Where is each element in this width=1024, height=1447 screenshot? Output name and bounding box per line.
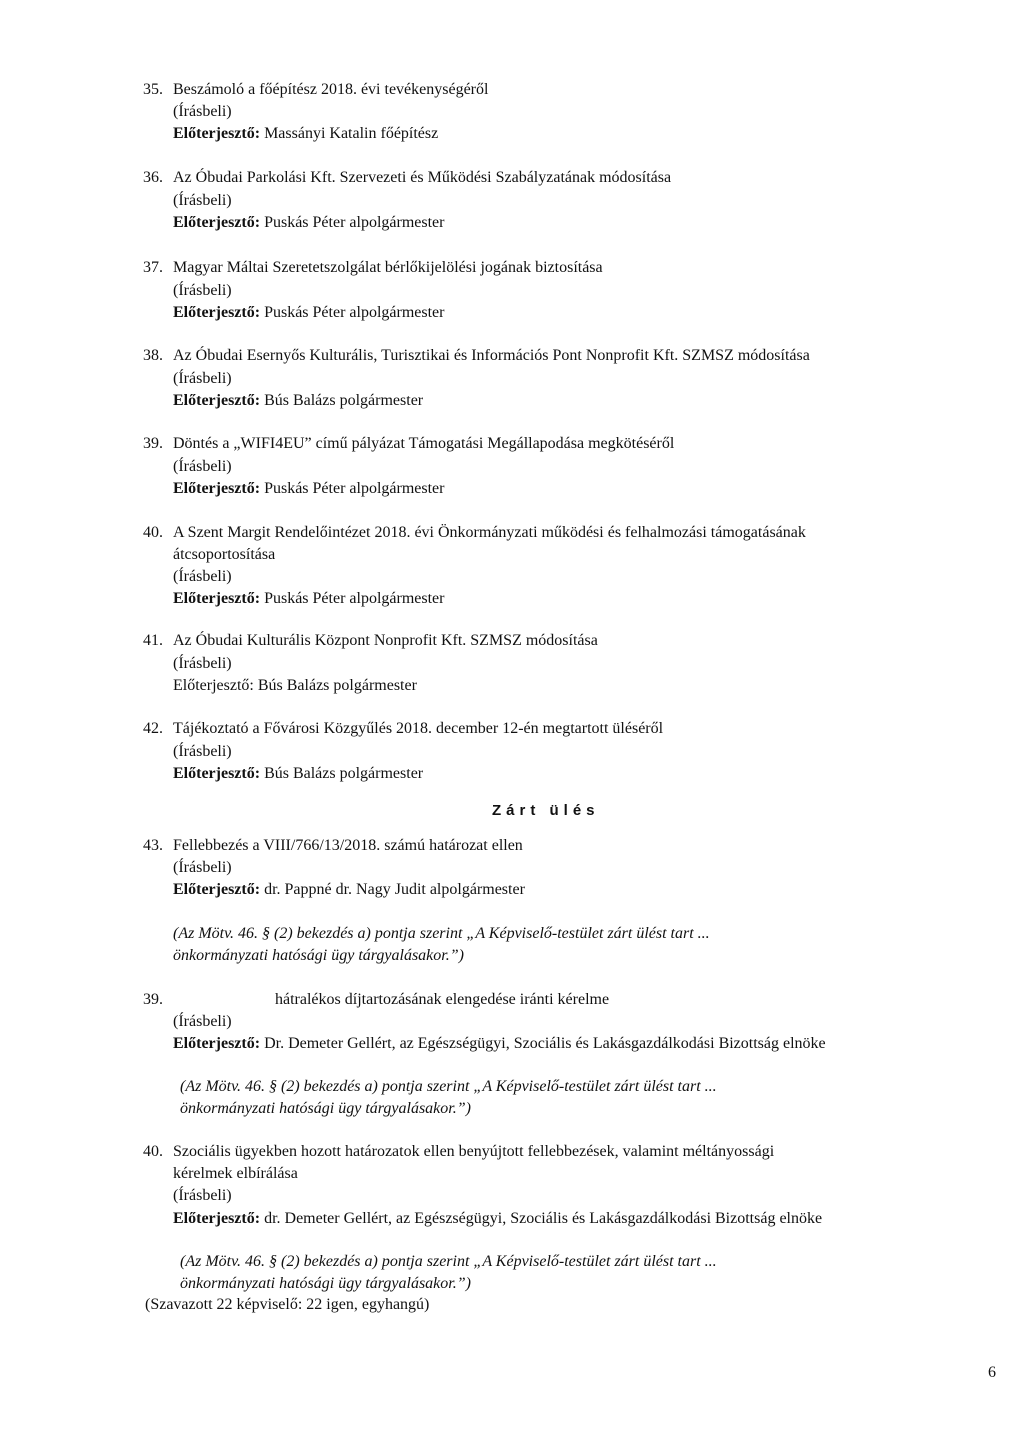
item-title: Beszámoló a főépítész 2018. évi tevékenységéről [173,81,489,98]
presenter-name: Puskás Péter alpolgármester [264,480,445,497]
item-presenter-row [173,391,423,411]
item-number: 37. [143,259,163,276]
item-number: 36. [143,169,163,186]
presenter-name: Bús Balázs polgármester [264,392,424,409]
item-type: (Írásbeli) [173,1013,232,1030]
legal-note: (Az Mötv. 46. § (2) bekezdés a) pontja szerint „A Képviselő-testület zárt ülést tart ... [180,1078,717,1095]
legal-note-continued: önkormányzati hatósági ügy tárgyalásakor.”) [180,1275,471,1292]
item-title-continued: átcsoportosítása [173,546,276,563]
presenter-label: Előterjesztő: [173,1210,261,1227]
presenter-name: Bús Balázs polgármester [257,677,417,694]
item-type: (Írásbeli) [173,103,232,120]
presenter-label: Előterjesztő: [173,392,261,409]
presenter-name: Dr. Demeter Gellért, az Egészségügyi, Szociális és Lakásgazdálkodási Bizottság elnöke [264,1035,826,1052]
item-number: 38. [143,347,163,364]
item-number: 41. [143,632,163,649]
item-title: Magyar Máltai Szeretetszolgálat bérlőkijelölési jogának biztosítása [173,259,603,276]
presenter-label: Előterjesztő: [173,214,261,231]
presenter-name: Puskás Péter alpolgármester [264,214,445,231]
item-type: (Írásbeli) [173,192,232,209]
item-presenter-row [173,303,444,323]
closed-session-heading: Zárt ülés [492,802,600,819]
item-title: hátralékos díjtartozásának elengedése iránti kérelme [275,991,610,1008]
presenter-name: Puskás Péter alpolgármester [264,590,445,607]
item-number: 39. [143,435,163,452]
item-title: Fellebbezés a VIII/766/13/2018. számú határozat ellen [173,837,523,854]
presenter-name: Puskás Péter alpolgármester [264,304,445,321]
item-type: (Írásbeli) [173,568,232,585]
legal-note: (Az Mötv. 46. § (2) bekezdés a) pontja szerint „A Képviselő-testület zárt ülést tart ... [173,925,710,942]
presenter-name: dr. Pappné dr. Nagy Judit alpolgármester [264,881,525,898]
item-title: A Szent Margit Rendelőintézet 2018. évi Önkormányzati működési és felhalmozási támogatásának [173,524,806,541]
legal-note-continued: önkormányzati hatósági ügy tárgyalásakor.”) [173,947,464,964]
presenter-name: dr. Demeter Gellért, az Egészségügyi, Szociális és Lakásgazdálkodási Bizottság elnöke [264,1210,823,1227]
presenter-label: Előterjesztő: [173,881,261,898]
item-title: Az Óbudai Parkolási Kft. Szervezeti és Működési Szabályzatának módosítása [173,169,672,186]
item-number: 43. [143,837,163,854]
item-presenter-row [173,1034,826,1054]
item-presenter-row [173,880,525,900]
item-title-continued: kérelmek elbírálása [173,1165,298,1182]
item-title: Szociális ügyekben hozott határozatok ellen benyújtott fellebbezések, valamint méltányossági [173,1143,775,1160]
presenter-label: Előterjesztő: [173,765,261,782]
item-number: 42. [143,720,163,737]
item-number: 35. [143,81,163,98]
presenter-label: Előterjesztő: [173,677,254,694]
presenter-label: Előterjesztő: [173,480,261,497]
presenter-label: Előterjesztő: [173,590,261,607]
item-type: (Írásbeli) [173,743,232,760]
legal-note: (Az Mötv. 46. § (2) bekezdés a) pontja szerint „A Képviselő-testület zárt ülést tart ... [180,1253,717,1270]
item-presenter-row [173,213,444,233]
item-presenter-row [173,479,444,499]
item-number: 40. [143,1143,163,1160]
item-number: 39. [143,991,163,1008]
item-presenter-row [173,764,423,784]
item-type: (Írásbeli) [173,458,232,475]
item-title: Az Óbudai Esernyős Kulturális, Turisztikai és Információs Pont Nonprofit Kft. SZMSZ módosítása [173,347,810,364]
item-title: Tájékoztató a Fővárosi Közgyűlés 2018. december 12-én megtartott üléséről [173,720,664,737]
legal-note-continued: önkormányzati hatósági ügy tárgyalásakor.”) [180,1100,471,1117]
presenter-label: Előterjesztő: [173,125,261,142]
item-title: Döntés a „WIFI4EU” című pályázat Támogatási Megállapodása megkötéséről [173,435,675,452]
presenter-label: Előterjesztő: [173,1035,261,1052]
vote-result: (Szavazott 22 képviselő: 22 igen, egyhangú) [145,1296,430,1313]
item-type: (Írásbeli) [173,1187,232,1204]
item-presenter-row [173,589,444,609]
item-title: Az Óbudai Kulturális Központ Nonprofit Kft. SZMSZ módosítása [173,632,598,649]
presenter-name: Bús Balázs polgármester [264,765,424,782]
presenter-label: Előterjesztő: [173,304,261,321]
page-number: 6 [988,1364,996,1381]
item-type: (Írásbeli) [173,655,232,672]
presenter-name: Massányi Katalin főépítész [264,125,439,142]
item-presenter-row [173,676,417,696]
item-type: (Írásbeli) [173,859,232,876]
item-presenter-row [173,1209,822,1229]
item-type: (Írásbeli) [173,282,232,299]
item-type: (Írásbeli) [173,370,232,387]
item-presenter-row [173,124,438,144]
item-number: 40. [143,524,163,541]
